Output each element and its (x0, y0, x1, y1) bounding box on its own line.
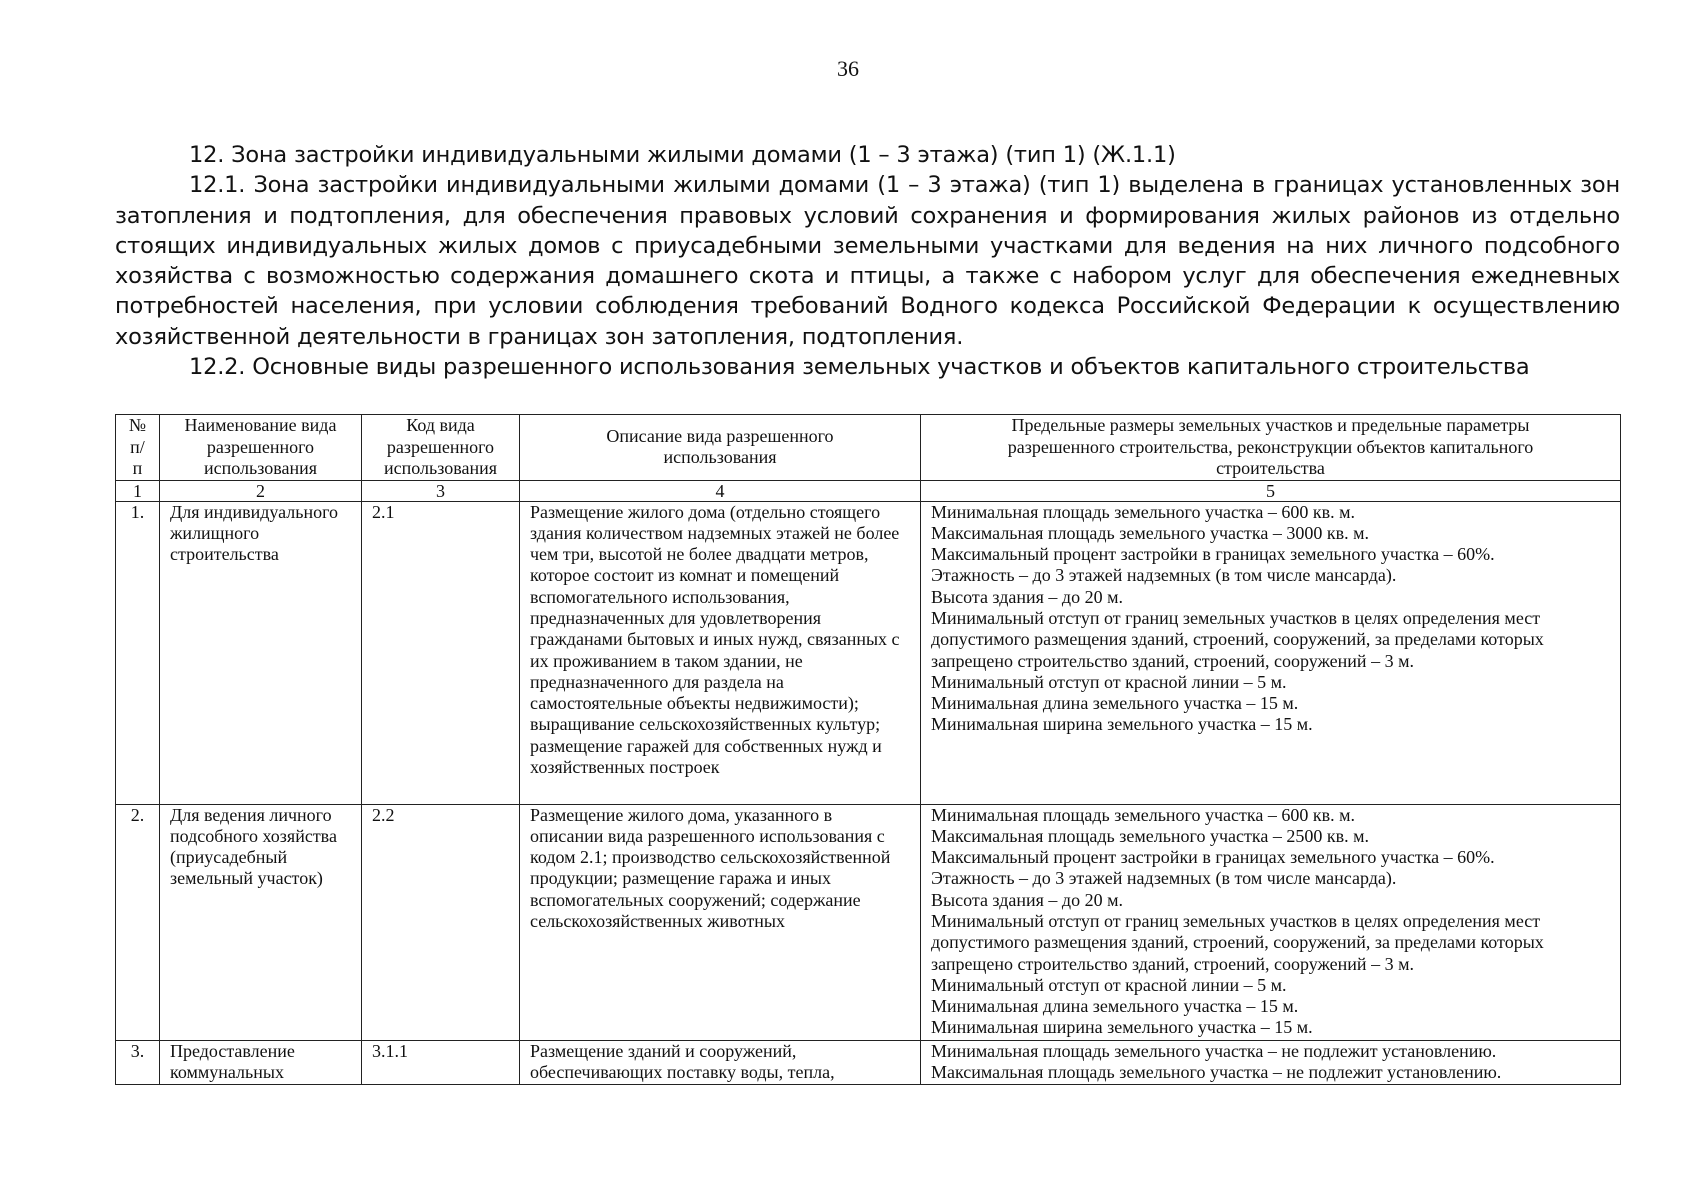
column-number: 3 (362, 480, 520, 501)
row-parameters: Минимальная площадь земельного участка – 600 кв. м. Максимальная площадь земельного участка – 3000 кв. м. Максимальный процент застройки в границах земельного участка – 60%. Этажность – до 3 этажей надземных (в том числе мансарда). Высота здания – до 20 м. Минимальный отступ от границ земельных участков в целях определения мест допустимого размещения зданий, строений, сооружений, за пределами которых запрещено строительство зданий, строений, сооружений – 3 м. Минимальный отступ от красной линии – 5 м. Минимальная длина земельного участка – 15 м. Минимальная ширина земельного участка – 15 м. (921, 501, 1621, 804)
table-row (116, 804, 1621, 1040)
row-description: Размещение зданий и сооружений, обеспечивающих поставку воды, тепла, (520, 1040, 921, 1084)
page-number: 36 (837, 56, 859, 81)
row-code: 2.2 (362, 804, 520, 1040)
table-header-row (116, 415, 1621, 481)
header-name: Наименование вида разрешенного использования (160, 415, 362, 481)
row-description: Размещение жилого дома (отдельно стоящего здания количеством надземных этажей не более чем три, высотой не более двадцати метров, которое состоит из комнат и помещений вспомогательного использования, предназначенных для удовлетворения гражданами бытовых и иных нужд, связанных с их проживанием в таком здании, не предназначенного для раздела на самостоятельные объекты недвижимости); выращивание сельскохозяйственных культур; размещение гаражей для собственных нужд и хозяйственных построек (520, 501, 921, 804)
table-row (116, 501, 1621, 804)
row-name: Для ведения личного подсобного хозяйства (приусадебный земельный участок) (160, 804, 362, 1040)
row-code: 3.1.1 (362, 1040, 520, 1084)
header-code: Код вида разрешенного использования (362, 415, 520, 481)
row-num: 2. (116, 804, 160, 1040)
row-name: Предоставление коммунальных (160, 1040, 362, 1084)
land-use-table (115, 414, 1621, 1085)
header-description: Описание вида разрешенного использования (520, 415, 921, 481)
row-code: 2.1 (362, 501, 520, 804)
row-parameters: Минимальная площадь земельного участка – 600 кв. м. Максимальная площадь земельного участка – 2500 кв. м. Максимальный процент застройки в границах земельного участка – 60%. Этажность – до 3 этажей надземных (в том числе мансарда). Высота здания – до 20 м. Минимальный отступ от границ земельных участков в целях определения мест допустимого размещения зданий, строений, сооружений, за пределами которых запрещено строительство зданий, строений, сооружений – 3 м. Минимальный отступ от красной линии – 5 м. Минимальная длина земельного участка – 15 м. Минимальная ширина земельного участка – 15 м. (921, 804, 1621, 1040)
row-parameters: Минимальная площадь земельного участка – не подлежит установлению. Максимальная площадь земельного участка – не подлежит установлению. (921, 1040, 1621, 1084)
row-name: Для индивидуального жилищного строительства (160, 501, 362, 804)
column-number: 4 (520, 480, 921, 501)
row-num: 1. (116, 501, 160, 804)
column-number: 2 (160, 480, 362, 501)
header-num: № п/п (116, 415, 160, 481)
row-description: Размещение жилого дома, указанного в описании вида разрешенного использования с кодом 2.1; производство сельскохозяйственной продукции; размещение гаража и иных вспомогательных сооружений; содержание сельскохозяйственных животных (520, 804, 921, 1040)
column-number-row (116, 480, 1621, 501)
header-parameters: Предельные размеры земельных участков и предельные параметры разрешенного строительства, реконструкции объектов капитального строительства (921, 415, 1621, 481)
row-num: 3. (116, 1040, 160, 1084)
section-paragraph: 12.1. Зона застройки индивидуальными жилыми домами (1 – 3 этажа) (тип 1) выделена в границах установленных зон затопления и подтопления, для обеспечения правовых условий сохранения и формирования жилых районов из отдельно стоящих индивидуальных жилых домов с приусадебными земельными участками для ведения на них личного подсобного хозяйства с возможностью содержания домашнего скота и птицы, а также с набором услуг для обеспечения ежедневных потребностей населения, при условии соблюдения требований Водного кодекса Российской Федерации к осуществлению хозяйственной деятельности в границах зон затопления, подтопления. (115, 172, 1620, 350)
section-subheading: 12.2. Основные виды разрешенного использования земельных участков и объектов капитального строительства (189, 354, 1530, 381)
table-row (116, 1040, 1621, 1084)
section-text (115, 140, 1620, 382)
section-heading: 12. Зона застройки индивидуальными жилыми домами (1 – 3 этажа) (тип 1) (Ж.1.1) (189, 142, 1176, 168)
column-number: 1 (116, 480, 160, 501)
column-number: 5 (921, 480, 1621, 501)
